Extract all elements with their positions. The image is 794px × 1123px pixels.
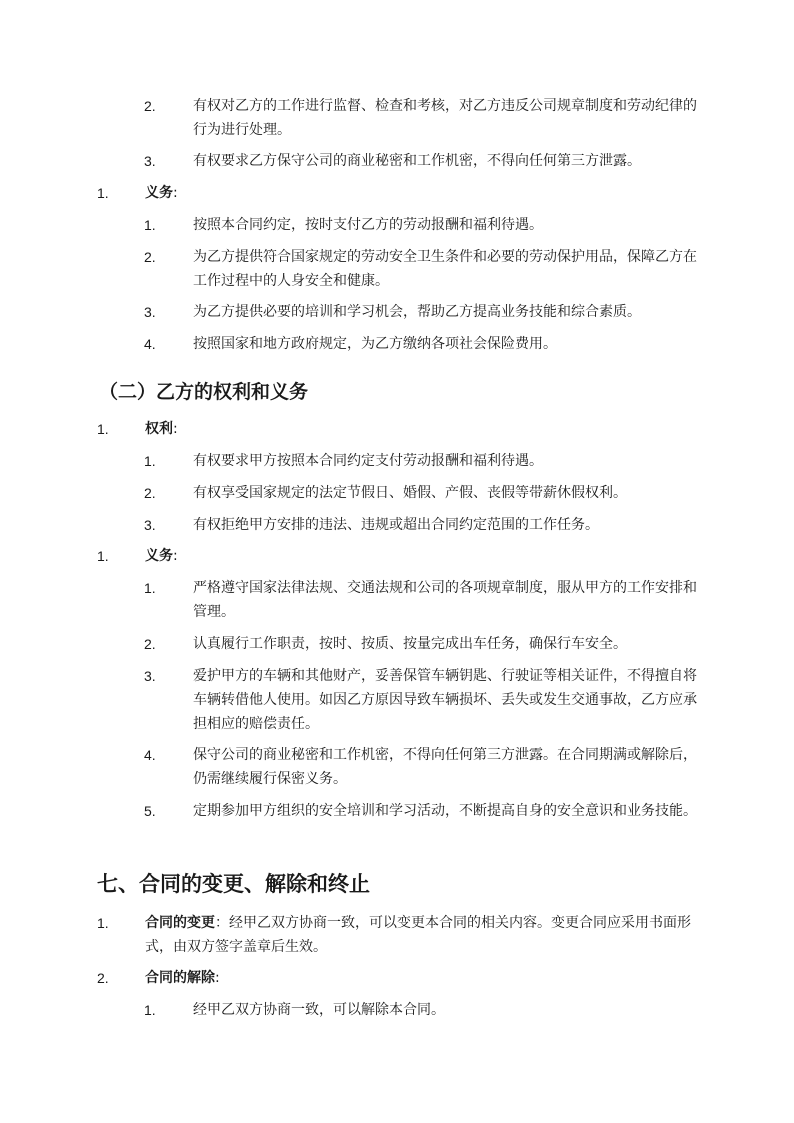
list-item-number: 1.: [97, 421, 109, 437]
list-item-number: 3.: [144, 517, 156, 533]
list-item-number: 3.: [144, 668, 156, 684]
list-item-text: 按照国家和地方政府规定，为乙方缴纳各项社会保险费用。: [193, 336, 557, 352]
contract-change-text: ：经甲乙双方协商一致，可以变更本合同的相关内容。变更合同应采用书面形式，由双方签字盖章后生效。: [145, 915, 691, 955]
list-item-number: 2.: [144, 485, 156, 501]
list-item-text: 经甲乙双方协商一致，可以解除本合同。: [193, 1002, 445, 1018]
list-item-text: 保守公司的商业秘密和工作机密，不得向任何第三方泄露。在合同期满或解除后，仍需继续履行保密义务。: [193, 747, 697, 787]
contract-termination-label: 合同的解除: [145, 970, 215, 986]
list-item-text: 有权享受国家规定的法定节假日、婚假、产假、丧假等带薪休假权利。: [193, 485, 627, 501]
list-item-text: 定期参加甲方组织的安全培训和学习活动，不断提高自身的安全意识和业务技能。: [193, 803, 697, 819]
chapter-heading: 七、合同的变更、解除和终止: [97, 872, 370, 896]
list-item-text: 有权拒绝甲方安排的违法、违规或超出合同约定范围的工作任务。: [193, 517, 599, 533]
list-item-number: 3.: [144, 304, 156, 320]
list-item-text: 有权要求甲方按照本合同约定支付劳动报酬和福利待遇。: [193, 453, 543, 469]
list-item-number: 2.: [97, 970, 109, 986]
contract-change-label: 合同的变更: [145, 915, 215, 931]
list-item-text: 为乙方提供必要的培训和学习机会，帮助乙方提高业务技能和综合素质。: [193, 304, 641, 320]
list-item-number: 3.: [144, 153, 156, 169]
label-colon: :: [173, 421, 178, 437]
list-item-number: 2.: [144, 249, 156, 265]
rights-label: 权利: [145, 421, 173, 437]
list-item-number: 1.: [144, 217, 156, 233]
list-item-number: 4.: [144, 747, 156, 763]
duties-label: 义务: [145, 185, 173, 201]
list-item-number: 1.: [97, 915, 109, 931]
list-item-number: 1.: [144, 453, 156, 469]
list-item-text: 爱护甲方的车辆和其他财产，妥善保管车辆钥匙、行驶证等相关证件，不得擅自将车辆转借他人使用。如因乙方原因导致车辆损坏、丢失或发生交通事故，乙方应承担相应的赔偿责任。: [193, 668, 697, 732]
list-item-number: 2.: [144, 636, 156, 652]
list-item-text: 按照本合同约定，按时支付乙方的劳动报酬和福利待遇。: [193, 217, 543, 233]
label-colon: :: [173, 548, 178, 564]
list-item-number: 5.: [144, 803, 156, 819]
list-item-text: 有权对乙方的工作进行监督、检查和考核，对乙方违反公司规章制度和劳动纪律的行为进行处理。: [193, 98, 697, 138]
list-item-text: 认真履行工作职责，按时、按质、按量完成出车任务，确保行车安全。: [193, 636, 627, 652]
list-item-text: 有权要求乙方保守公司的商业秘密和工作机密，不得向任何第三方泄露。: [193, 153, 641, 169]
list-item-text: 为乙方提供符合国家规定的劳动安全卫生条件和必要的劳动保护用品，保障乙方在工作过程中的人身安全和健康。: [193, 249, 697, 289]
section-heading: （二）乙方的权利和义务: [99, 381, 309, 403]
list-item-number: 1.: [97, 185, 109, 201]
duties-label: 义务: [145, 548, 173, 564]
list-item-number: 1.: [97, 548, 109, 564]
label-colon: :: [215, 970, 220, 986]
list-item-number: 1.: [144, 1002, 156, 1018]
label-colon: :: [173, 185, 178, 201]
list-item-number: 4.: [144, 336, 156, 352]
list-item-number: 2.: [144, 98, 156, 114]
list-item-text: 严格遵守国家法律法规、交通法规和公司的各项规章制度，服从甲方的工作安排和管理。: [193, 580, 697, 620]
list-item-number: 1.: [144, 580, 156, 596]
